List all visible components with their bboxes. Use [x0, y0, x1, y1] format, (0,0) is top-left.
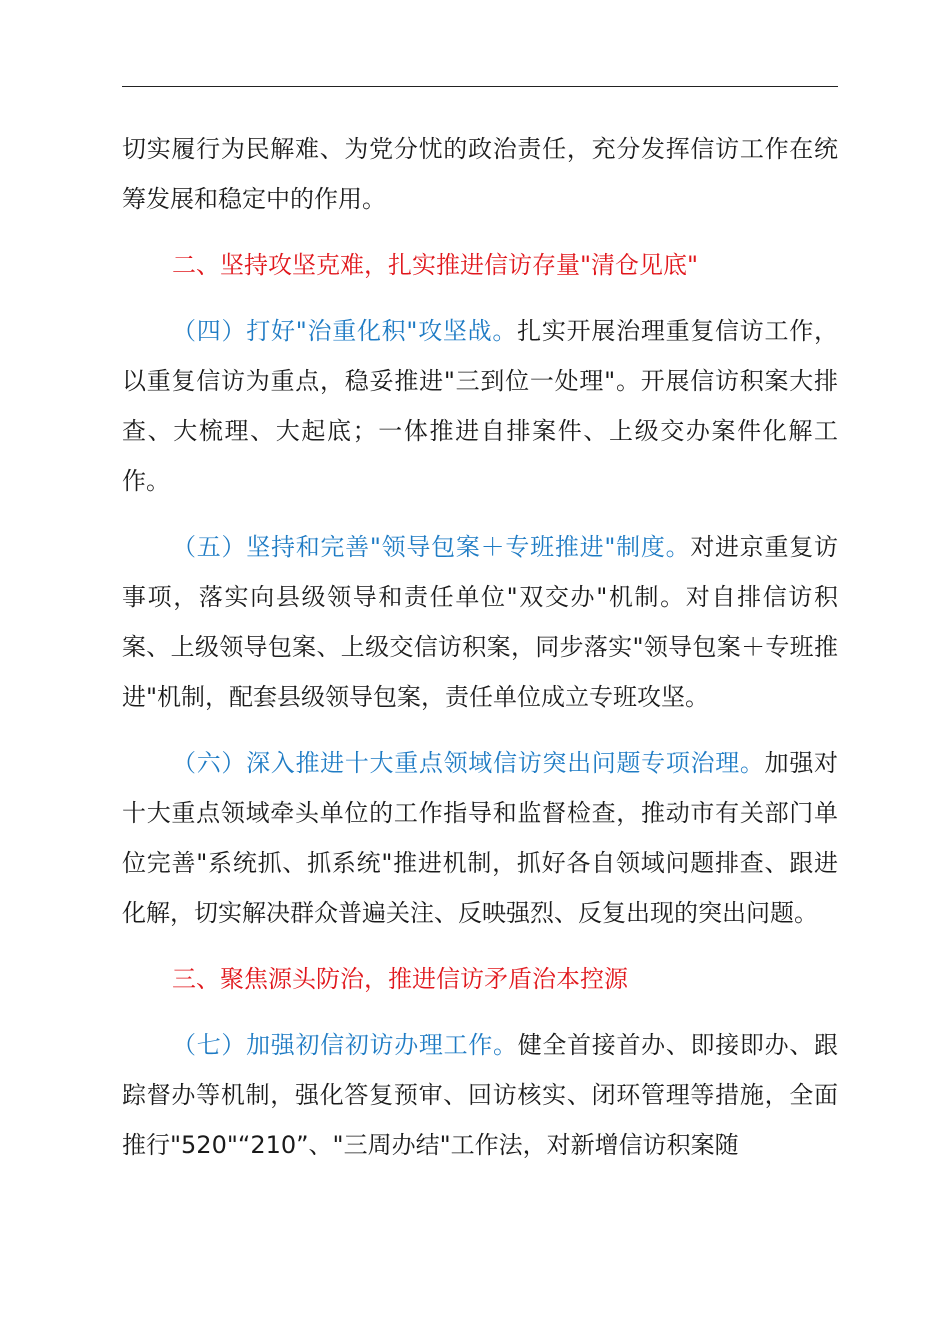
paragraph-continuation: 切实履行为民解难、为党分忧的政治责任，充分发挥信访工作在统筹发展和稳定中的作用。 [122, 135, 838, 213]
item-6-body: 加强对十大重点领域牵头单位的工作指导和监督检查，推动市有关部门单位完善"系统抓、抓系统"推进机制，抓好各自领域问题排查、跟进化解，切实解决群众普遍关注、反映强烈、反复出现的突出问题。 [122, 749, 839, 927]
item-6-lead: （六）深入推进十大重点领域信访突出问题专项治理。 [172, 749, 765, 777]
item-4-lead: （四）打好"治重化积"攻坚战。 [172, 317, 518, 345]
section-heading-3: 三、聚焦源头防治，推进信访矛盾治本控源 [172, 965, 628, 993]
item-5-body: 对进京重复访事项，落实向县级领导和责任单位"双交办"机制。对自排信访积案、上级领导包案、上级交信访积案，同步落实"领导包案＋专班推进"机制，配套县级领导包案，责任单位成立专班攻坚。 [122, 533, 839, 711]
item-5-lead: （五）坚持和完善"领导包案＋专班推进"制度。 [172, 533, 691, 561]
item-4-body: 扎实开展治理重复信访工作，以重复信访为重点，稳妥推进"三到位一处理"。开展信访积案大排查、大梳理、大起底；一体推进自排案件、上级交办案件化解工作。 [122, 317, 839, 495]
paragraph-item-7 [122, 1020, 838, 1170]
item-7-lead: （七）加强初信初访办理工作。 [172, 1031, 518, 1059]
paragraph-item-5 [122, 522, 838, 722]
header-rule [122, 86, 838, 87]
section-heading-2: 二、坚持攻坚克难，扎实推进信访存量"清仓见底" [172, 251, 699, 279]
document-body [122, 124, 838, 1186]
item-7-body: 健全首接首办、即接即办、跟踪督办等机制，强化答复预审、回访核实、闭环管理等措施，全面推行"520"“210”、"三周办结"工作法，对新增信访积案随 [122, 1031, 839, 1159]
paragraph-item-4 [122, 306, 838, 506]
paragraph-item-6 [122, 738, 838, 938]
